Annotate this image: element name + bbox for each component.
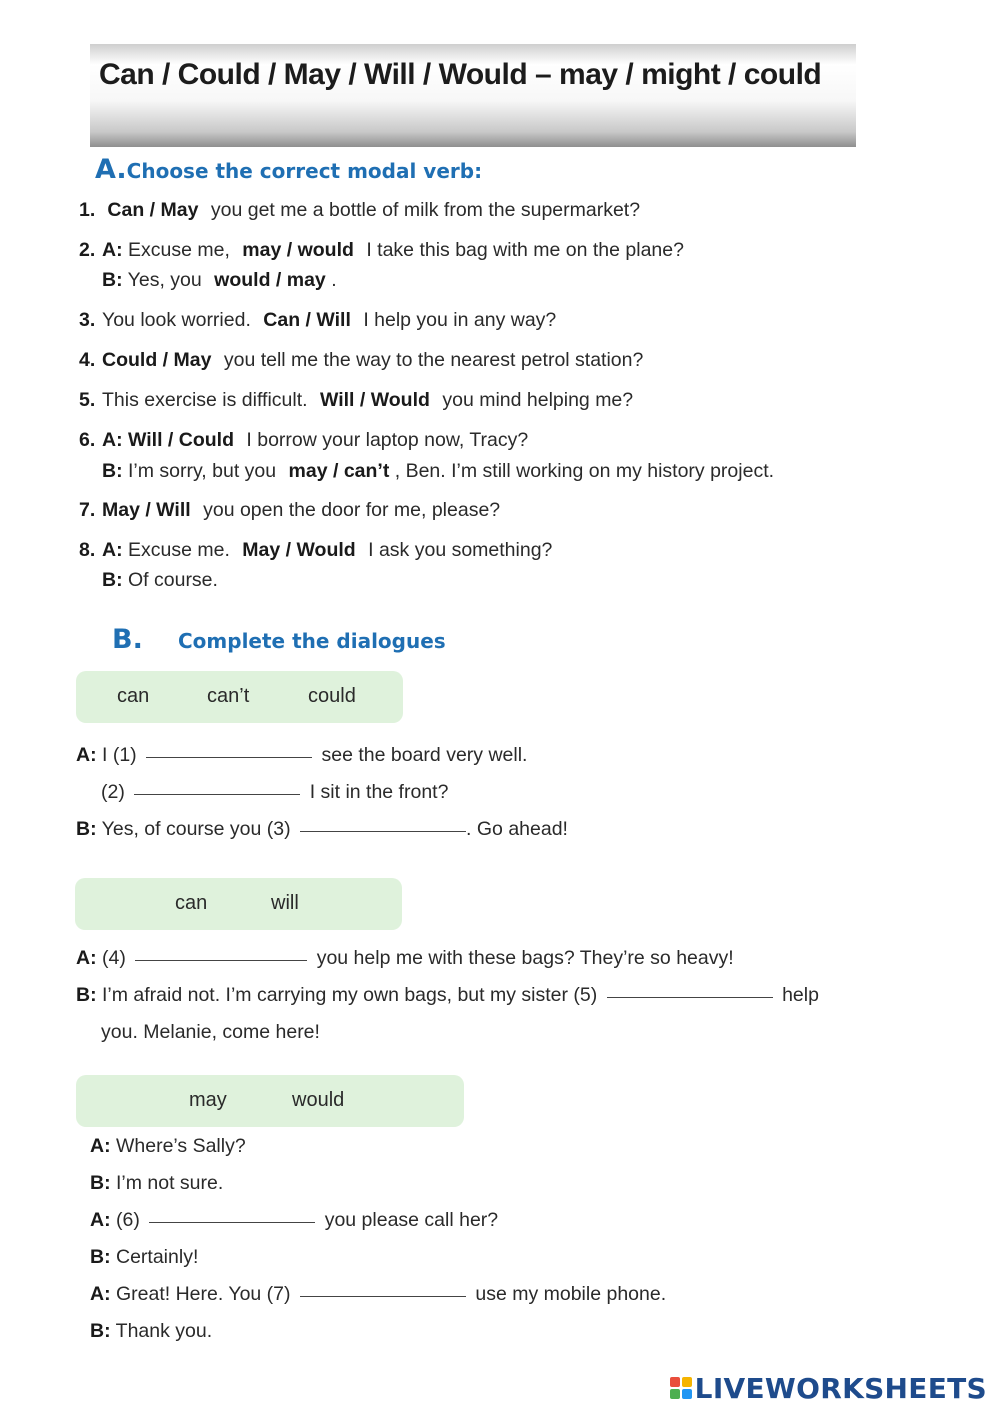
dialogue-3-line-1: A: Where’s Sally? (90, 1135, 246, 1157)
question-3: 3. You look worried. Can / Will I help you in any way? (79, 309, 557, 331)
section-a-title: Choose the correct modal verb: (126, 159, 483, 183)
question-8b: B: Of course. (102, 569, 218, 591)
word-option: would (292, 1089, 345, 1111)
word-box-3 (76, 1075, 464, 1127)
word-option: can (175, 892, 208, 914)
dialogue-3-line-5: A: Great! Here. You (7) use my mobile phone. (90, 1283, 667, 1305)
answer-blank-5[interactable] (607, 996, 773, 998)
modal-choice[interactable]: would / may (214, 269, 326, 291)
modal-choice[interactable]: Will / Would (319, 389, 430, 411)
modal-choice[interactable]: May / Would (242, 539, 356, 561)
dialogue-3-line-2: B: I’m not sure. (90, 1172, 224, 1194)
logo-square (670, 1389, 680, 1399)
answer-blank-2[interactable] (134, 793, 300, 795)
modal-choice[interactable]: may / would (242, 239, 354, 261)
dialogue-2-line-1: A: (4) you help me with these bags? They’re so heavy! (76, 947, 734, 969)
question-2a: 2. A: Excuse me, may / would I take this bag with me on the plane? (79, 239, 684, 261)
question-2b: B: Yes, you would / may . (102, 269, 337, 291)
logo-square (670, 1377, 680, 1387)
logo-square (682, 1389, 692, 1399)
word-option: can (117, 685, 150, 707)
question-6b: B: I’m sorry, but you may / can’t , Ben. I’m still working on my history project. (102, 460, 775, 482)
word-box-1 (76, 671, 403, 723)
question-7: 7. May / Will you open the door for me, please? (79, 499, 501, 521)
section-a-letter: A. (95, 154, 127, 185)
logo-icon (670, 1377, 692, 1399)
word-box-2 (75, 878, 402, 930)
answer-blank-6[interactable] (149, 1221, 315, 1223)
word-option: can’t (207, 685, 250, 707)
page-title: Can / Could / May / Will / Would – may / might / could (99, 58, 822, 91)
dialogue-3-line-3: A: (6) you please call her? (90, 1209, 499, 1231)
logo-square (682, 1377, 692, 1387)
modal-choice[interactable]: Can / May (107, 199, 199, 221)
modal-choice[interactable]: Can / Will (263, 309, 351, 331)
liveworksheets-logo[interactable] (670, 1372, 987, 1404)
word-option: will (271, 892, 299, 914)
answer-blank-7[interactable] (300, 1295, 466, 1297)
modal-choice[interactable]: Could / May (102, 349, 212, 371)
answer-blank-1[interactable] (146, 756, 312, 758)
question-1: 1. Can / May you get me a bottle of milk from the supermarket? (79, 199, 641, 221)
modal-choice[interactable]: Will / Could (128, 429, 234, 451)
dialogue-2-line-2: B: I’m afraid not. I’m carrying my own bags, but my sister (5) help (76, 984, 819, 1006)
section-b-title: Complete the dialogues (178, 629, 446, 653)
modal-choice[interactable]: may / can’t (288, 460, 390, 482)
modal-choice[interactable]: May / Will (102, 499, 191, 521)
question-8a: 8. A: Excuse me. May / Would I ask you something? (79, 539, 553, 561)
section-a-heading (95, 154, 482, 185)
dialogue-1-line-2: (2) I sit in the front? (101, 781, 449, 803)
dialogue-3-line-6: B: Thank you. (90, 1320, 213, 1342)
answer-blank-3[interactable] (300, 830, 466, 832)
question-6a: 6. A: Will / Could I borrow your laptop now, Tracy? (79, 429, 529, 451)
question-5: 5. This exercise is difficult. Will / Would you mind helping me? (79, 389, 634, 411)
dialogue-1-line-1: A: I (1) see the board very well. (76, 744, 528, 766)
word-option: could (308, 685, 356, 707)
answer-blank-4[interactable] (135, 959, 307, 961)
section-b-letter: B. (112, 624, 143, 655)
word-option: may (189, 1089, 227, 1111)
dialogue-2-line-3: you. Melanie, come here! (101, 1021, 320, 1043)
title-banner (90, 44, 856, 147)
question-4: 4. Could / May you tell me the way to the nearest petrol station? (79, 349, 644, 371)
dialogue-1-line-3: B: Yes, of course you (3) . Go ahead! (76, 818, 568, 840)
section-b-heading (112, 624, 446, 655)
dialogue-3-line-4: B: Certainly! (90, 1246, 199, 1268)
logo-text: LIVEWORKSHEETS (694, 1371, 987, 1405)
